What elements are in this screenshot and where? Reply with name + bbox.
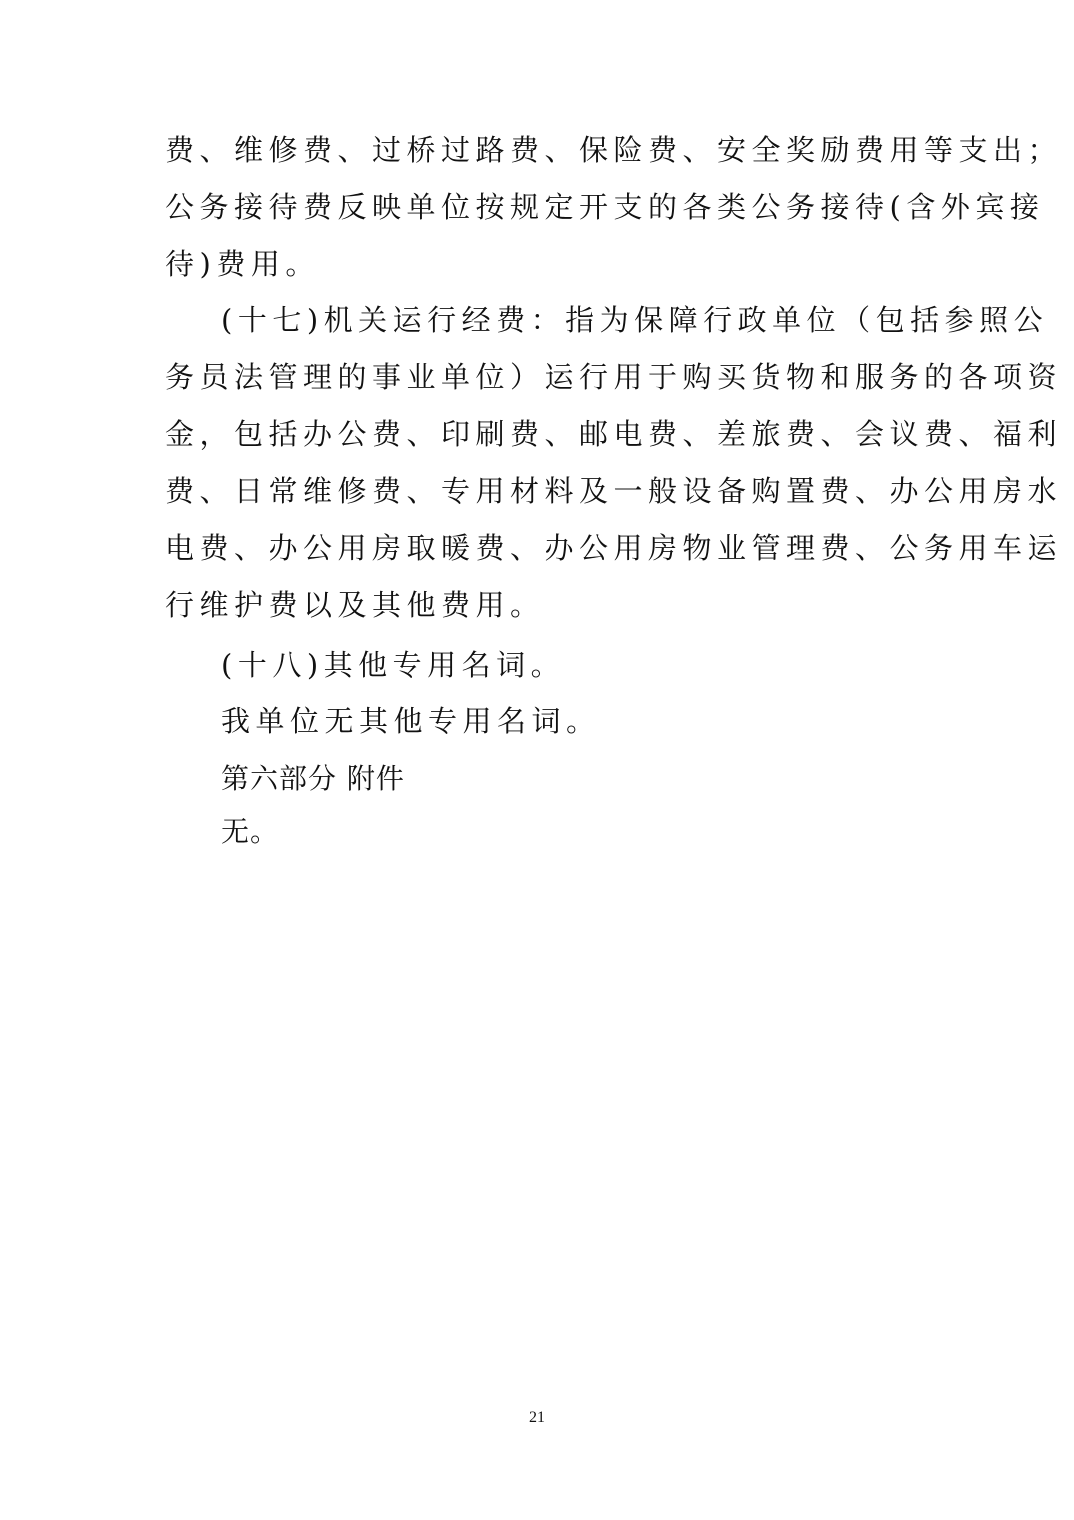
paragraph-line: (十八)其他专用名词。 xyxy=(221,648,566,682)
paragraph-line: (十七)机关运行经费：指为保障行政单位（包括参照公 xyxy=(221,303,1049,337)
paragraph-line: 我单位无其他专用名词。 xyxy=(221,704,601,738)
page-number: 21 xyxy=(529,1409,545,1426)
paragraph-line: 公务接待费反映单位按规定开支的各类公务接待(含外宾接 xyxy=(165,190,1045,224)
paragraph-line: 待)费用。 xyxy=(165,247,320,281)
paragraph-line: 费、维修费、过桥过路费、保险费、安全奖励费用等支出； xyxy=(165,133,1063,167)
paragraph-line: 金，包括办公费、印刷费、邮电费、差旅费、会议费、福利 xyxy=(165,417,1063,451)
paragraph-line: 费、日常维修费、专用材料及一般设备购置费、办公用房水 xyxy=(165,474,1063,508)
paragraph-line: 务员法管理的事业单位）运行用于购买货物和服务的各项资 xyxy=(165,360,1063,394)
paragraph-line: 行维护费以及其他费用。 xyxy=(165,588,545,622)
section-body: 无。 xyxy=(221,815,280,848)
section-heading: 第六部分 附件 xyxy=(221,762,405,795)
paragraph-line: 电费、办公用房取暖费、办公用房物业管理费、公务用车运 xyxy=(165,531,1063,565)
